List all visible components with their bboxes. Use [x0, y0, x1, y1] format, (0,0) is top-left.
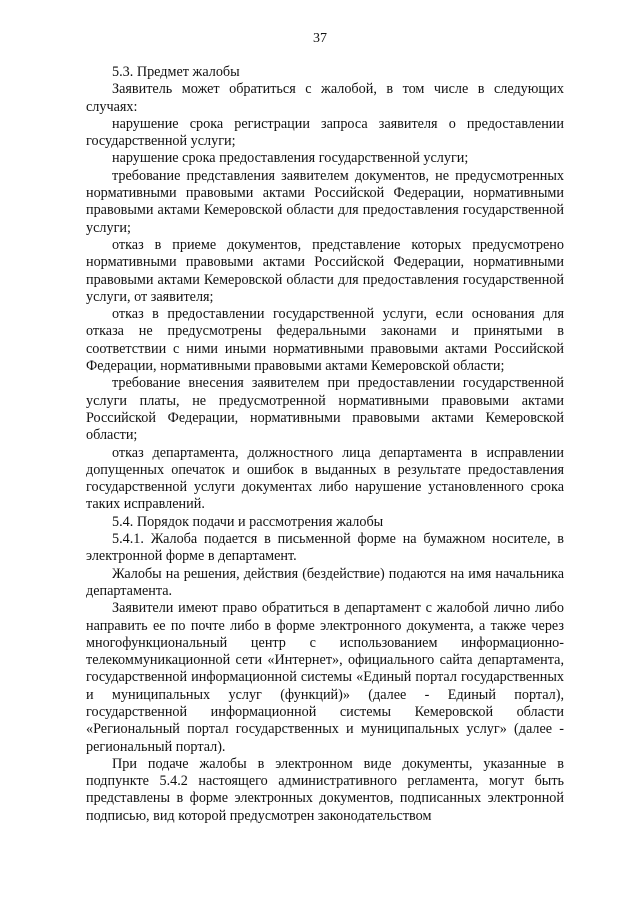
section-heading-5-3: 5.3. Предмет жалобы: [112, 64, 240, 80]
page-number: 37: [313, 31, 327, 46]
paragraph: При подаче жалобы в электронном виде документы, указанные в подпункте 5.4.2 настоящего административного регламента, могут быть представлены в форме электронных документов, подписанных электронной подписью, вид которой предусмотрен законодательством: [86, 755, 564, 824]
list-item: отказ департамента, должностного лица департамента в исправлении допущенных опечаток и ошибок в выданных в результате предоставления государственной услуги документах либо нарушение установленного срока таких исправлений.: [86, 444, 564, 513]
list-item: нарушение срока предоставления государственной услуги;: [112, 150, 469, 167]
list-item: требование представления заявителем документов, не предусмотренных нормативными правовыми актами Российской Федерации, нормативными правовыми актами Кемеровской области для предоставления государственной услуги;: [86, 167, 564, 236]
list-item: отказ в приеме документов, представление которых предусмотрено нормативными правовыми актами Российской Федерации, нормативными правовыми актами Кемеровской области для предоставления государственной услуги, от заявителя;: [86, 236, 564, 305]
list-item: требование внесения заявителем при предоставлении государственной услуги платы, не предусмотренной нормативными правовыми актами Российской Федерации, нормативными правовыми актами Кемеровской области;: [86, 375, 564, 444]
section-heading-5-4: 5.4. Порядок подачи и рассмотрения жалобы: [112, 513, 384, 530]
paragraph: 5.4.1. Жалоба подается в письменной форме на бумажном носителе, в электронной форме в департамент.: [86, 531, 564, 565]
list-item: нарушение срока регистрации запроса заявителя о предоставлении государственной услуги;: [86, 115, 564, 150]
document-body: [86, 64, 564, 825]
paragraph: Заявители имеют право обратиться в департамент с жалобой лично либо направить ее по почте либо в форме электронного документа, а также через многофункциональный центр с использованием информационно-телекоммуникационной сети «Интернет», официального сайта департамента, государственной информационной системы «Единый портал государственных и муниципальных услуг (функций)» (далее - Единый портал), государственной информационной системы Кемеровской области «Региональный портал государственных и муниципальных услуг» (далее - региональный портал).: [86, 600, 564, 755]
paragraph: Заявитель может обратиться с жалобой, в том числе в следующих случаях:: [86, 81, 564, 115]
paragraph: Жалобы на решения, действия (бездействие) подаются на имя начальника департамента.: [86, 565, 564, 599]
list-item: отказ в предоставлении государственной услуги, если основания для отказа не предусмотрены федеральными законами и принятыми в соответствии с ними иными нормативными правовыми актами Российской Федерации, нормативными правовыми актами Кемеровской области;: [86, 306, 564, 375]
